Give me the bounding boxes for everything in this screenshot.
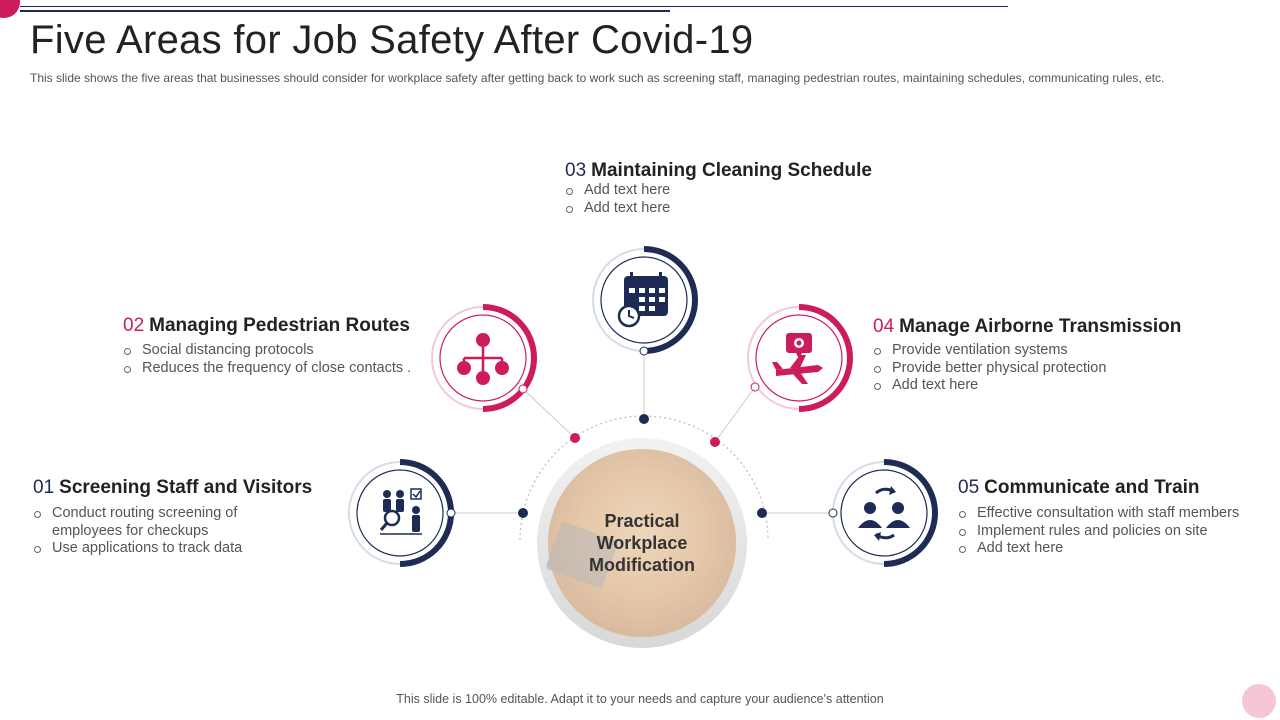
arc-marker-05 xyxy=(757,508,767,518)
slide-title: Five Areas for Job Safety After Covid-19 xyxy=(30,18,754,62)
area-03-title: Maintaining Cleaning Schedule xyxy=(591,160,872,181)
node-04 xyxy=(748,307,850,409)
area-02-bullet: Social distancing protocols xyxy=(123,342,433,360)
arc-marker-01 xyxy=(518,508,528,518)
node-01 xyxy=(349,462,455,564)
area-04-heading xyxy=(873,316,1181,338)
area-03-number: 03 xyxy=(565,160,587,181)
connector-04 xyxy=(715,387,755,442)
area-01-title: Screening Staff and Visitors xyxy=(59,477,313,498)
area-03-bullet: Add text here xyxy=(565,200,825,218)
area-01-heading xyxy=(33,477,312,499)
center-label-line-1: Practical xyxy=(604,511,680,531)
area-04-bullet: Provide better physical protection xyxy=(873,360,1173,378)
center-label-line-3: Modification xyxy=(589,555,695,575)
center-label xyxy=(552,510,732,576)
area-05-bullet: Add text here xyxy=(958,540,1258,558)
slide-footer: This slide is 100% editable. Adapt it to your needs and capture your audience's attention xyxy=(396,692,884,706)
area-05-bullet: Implement rules and policies on site xyxy=(958,523,1258,541)
arc-marker-02 xyxy=(570,433,580,443)
area-03-heading xyxy=(565,160,872,182)
area-01-bullet: Conduct routing screening of employees for checkups xyxy=(33,505,263,540)
area-03-bullets xyxy=(565,182,825,217)
area-05-number: 05 xyxy=(958,477,980,498)
corner-accent-dot-bottom xyxy=(1242,684,1276,718)
area-02-bullet: Reduces the frequency of close contacts . xyxy=(123,360,433,378)
area-04-title: Manage Airborne Transmission xyxy=(899,316,1182,337)
connector-02 xyxy=(523,389,575,438)
area-03-bullet: Add text here xyxy=(565,182,825,200)
slide-subtitle: This slide shows the five areas that businesses should consider for workplace safety after getting back to work such as screening staff, managing pedestrian routes, maintaining schedules, communicating rules, etc. xyxy=(30,71,1165,85)
area-04-number: 04 xyxy=(873,316,895,337)
arc-marker-03 xyxy=(639,414,649,424)
area-05-bullets xyxy=(958,505,1258,558)
area-04-bullet: Add text here xyxy=(873,377,1173,395)
node-02 xyxy=(432,307,534,409)
area-04-bullet: Provide ventilation systems xyxy=(873,342,1173,360)
area-01-number: 01 xyxy=(33,477,55,498)
area-05-bullet: Effective consultation with staff members xyxy=(958,505,1258,523)
arc-marker-04 xyxy=(710,437,720,447)
area-01-bullets xyxy=(33,505,263,558)
node-05 xyxy=(829,462,935,564)
node-03 xyxy=(593,249,695,355)
center-label-line-2: Workplace xyxy=(596,533,688,553)
area-05-title: Communicate and Train xyxy=(984,477,1200,498)
area-01-bullet: Use applications to track data xyxy=(33,540,263,558)
area-02-title: Managing Pedestrian Routes xyxy=(149,315,410,336)
area-05-heading xyxy=(958,477,1200,499)
area-02-number: 02 xyxy=(123,315,145,336)
area-02-heading xyxy=(123,315,410,337)
area-04-bullets xyxy=(873,342,1173,395)
area-02-bullets xyxy=(123,342,433,377)
